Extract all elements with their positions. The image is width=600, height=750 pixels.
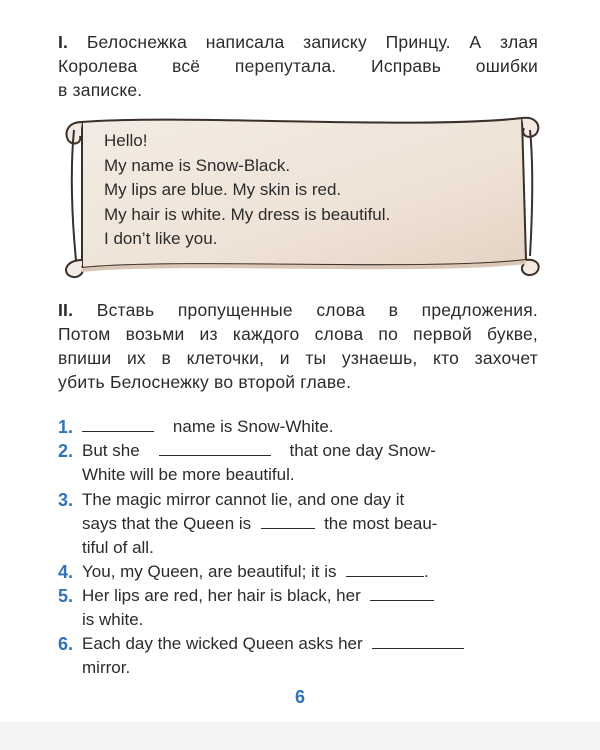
exercise-text: But she <box>82 441 140 460</box>
exercise-2 <box>58 439 536 487</box>
exercise-text: is white. <box>82 610 144 629</box>
exercise-number: 3. <box>58 490 74 510</box>
exercise-text: White will be more beautiful. <box>82 465 295 484</box>
note-line-4: My hair is white. My dress is beautiful. <box>104 204 391 224</box>
answer-blank[interactable] <box>372 634 464 649</box>
exercise-text: mirror. <box>82 658 131 677</box>
exercise-number: 6. <box>58 634 74 654</box>
exercise-text: name is Snow-White. <box>172 417 334 436</box>
answer-blank[interactable] <box>346 562 424 577</box>
exercise-number: 4. <box>58 562 74 582</box>
exercise-4 <box>58 560 536 584</box>
note-line-3: My lips are blue. My skin is red. <box>104 180 342 199</box>
section-2-line-2: Потом возьми из каждого слова по первой букве, <box>58 324 538 344</box>
exercise-number: 5. <box>58 586 74 606</box>
exercise-text: The magic mirror cannot lie, and one day it <box>82 490 405 509</box>
section-2-number: II. <box>58 300 74 320</box>
section-1-number: I. <box>58 32 69 52</box>
section-1-line-1: Белоснежка написала записку Принцу. А злая <box>86 32 538 52</box>
exercise-text: that one day Snow- <box>289 441 436 460</box>
exercise-6 <box>58 632 536 680</box>
section-1-line-2: Королева всё перепутала. Исправь ошибки <box>58 56 538 76</box>
exercise-text: . <box>423 562 429 581</box>
section-2-line-1: Вставь пропущенные слова в предложения. <box>96 300 538 320</box>
answer-blank[interactable] <box>261 514 315 529</box>
page-number: 6 <box>294 687 305 707</box>
exercise-text: tiful of all. <box>82 538 154 557</box>
exercise-text: Her lips are red, her hair is black, her <box>82 586 361 605</box>
section-2-line-3: впиши их в клеточки, и ты узнаешь, кто захочет <box>58 348 538 368</box>
note-line-1: Hello! <box>104 131 148 150</box>
page-footer-strip <box>0 722 600 750</box>
exercise-text: Each day the wicked Queen asks her <box>82 634 363 653</box>
exercise-text: You, my Queen, are beautiful; it is <box>82 562 337 581</box>
section-1-instructions <box>58 30 538 102</box>
section-1-line-3: в записке. <box>58 80 143 100</box>
exercise-5 <box>58 584 536 632</box>
exercise-3 <box>58 488 536 560</box>
note-text <box>104 129 494 252</box>
exercise-1 <box>58 415 536 439</box>
note-line-5: I don’t like you. <box>104 229 218 248</box>
exercise-number: 2. <box>58 441 74 461</box>
answer-blank[interactable] <box>82 417 154 432</box>
answer-blank[interactable] <box>370 586 434 601</box>
exercise-text: says that the Queen is <box>82 514 252 533</box>
exercise-text: the most beau- <box>324 514 438 533</box>
exercise-number: 1. <box>58 417 74 437</box>
note-line-2: My name is Snow-Black. <box>104 155 291 175</box>
section-2-line-4: убить Белоснежку во второй главе. <box>58 372 352 392</box>
section-2-instructions <box>58 298 538 394</box>
answer-blank[interactable] <box>159 441 271 456</box>
